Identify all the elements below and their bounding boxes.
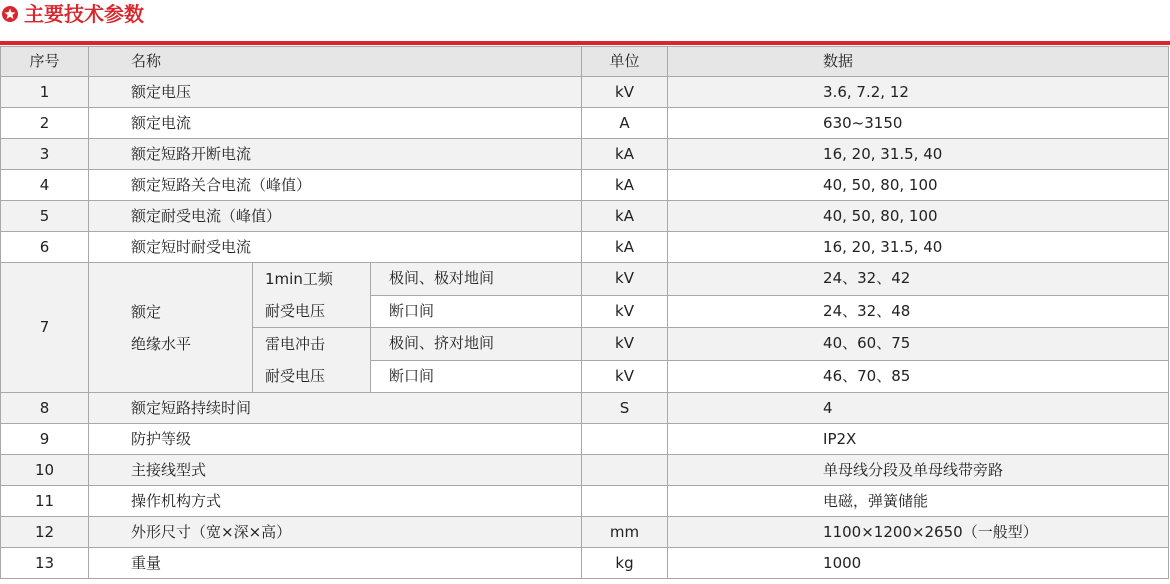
table-row xyxy=(1,232,1169,263)
table-row xyxy=(1,548,1169,579)
header-name: 名称 xyxy=(89,47,582,77)
row-name: 操作机构方式 xyxy=(89,486,582,517)
row-value: 40、60、75 xyxy=(668,328,1169,361)
insulation-group-label xyxy=(253,263,371,328)
insulation-item-name: 断口间 xyxy=(371,360,582,393)
insulation-name xyxy=(89,263,253,393)
section-header xyxy=(0,0,1170,40)
row-name: 额定短路关合电流（峰值） xyxy=(89,170,582,201)
row-value: 46、70、85 xyxy=(668,360,1169,393)
row-value: 1100×1200×2650（一般型） xyxy=(668,517,1169,548)
row-value: 电磁，弹簧储能 xyxy=(668,486,1169,517)
row-unit: S xyxy=(582,393,668,424)
row-unit: kV xyxy=(582,77,668,108)
row-value: 24、32、42 xyxy=(668,263,1169,296)
row-unit xyxy=(582,424,668,455)
row-no: 1 xyxy=(1,77,89,108)
row-value: 630~3150 xyxy=(668,108,1169,139)
insulation-item-name: 断口间 xyxy=(371,295,582,328)
header-no: 序号 xyxy=(1,47,89,77)
insulation-item-name: 极间、挤对地间 xyxy=(371,328,582,361)
row-unit: kg xyxy=(582,548,668,579)
row-unit: kA xyxy=(582,201,668,232)
row-name: 额定短时耐受电流 xyxy=(89,232,582,263)
insulation-item-name: 极间、极对地间 xyxy=(371,263,582,296)
table-row xyxy=(1,77,1169,108)
row-name: 外形尺寸（宽×深×高） xyxy=(89,517,582,548)
row-name: 额定短路持续时间 xyxy=(89,393,582,424)
header-value: 数据 xyxy=(668,47,1169,77)
row-no: 9 xyxy=(1,424,89,455)
insulation-name-line2: 绝缘水平 xyxy=(131,334,192,353)
table-row xyxy=(1,201,1169,232)
row-no: 10 xyxy=(1,455,89,486)
table-row xyxy=(1,455,1169,486)
insulation-name-line1: 额定 xyxy=(131,302,162,321)
star-icon xyxy=(2,6,18,22)
row-value: 1000 xyxy=(668,548,1169,579)
table-header-row xyxy=(1,47,1169,77)
row-name: 重量 xyxy=(89,548,582,579)
table-row xyxy=(1,139,1169,170)
row-name: 额定电压 xyxy=(89,77,582,108)
row-value: 3.6, 7.2, 12 xyxy=(668,77,1169,108)
table-row xyxy=(1,424,1169,455)
row-name: 防护等级 xyxy=(89,424,582,455)
row-value: IP2X xyxy=(668,424,1169,455)
header-unit: 单位 xyxy=(582,47,668,77)
row-value: 40, 50, 80, 100 xyxy=(668,170,1169,201)
row-name: 额定耐受电流（峰值） xyxy=(89,201,582,232)
row-unit: A xyxy=(582,108,668,139)
row-no: 7 xyxy=(1,263,89,393)
table-row xyxy=(1,517,1169,548)
insulation-group-label xyxy=(253,328,371,393)
table-row xyxy=(1,393,1169,424)
row-no: 2 xyxy=(1,108,89,139)
row-value: 16, 20, 31.5, 40 xyxy=(668,139,1169,170)
row-unit: kV xyxy=(582,328,668,361)
row-no: 3 xyxy=(1,139,89,170)
row-no: 8 xyxy=(1,393,89,424)
row-name: 主接线型式 xyxy=(89,455,582,486)
row-no: 11 xyxy=(1,486,89,517)
group-label-line1: 1min工频 xyxy=(265,270,333,288)
row-no: 12 xyxy=(1,517,89,548)
row-value: 40, 50, 80, 100 xyxy=(668,201,1169,232)
row-no: 13 xyxy=(1,548,89,579)
group-label-line2: 耐受电压 xyxy=(265,367,326,385)
table-row-insulation xyxy=(1,263,1169,296)
table-row xyxy=(1,486,1169,517)
spec-table xyxy=(0,46,1169,579)
row-unit: kA xyxy=(582,232,668,263)
page-title: 主要技术参数 xyxy=(24,2,144,26)
row-no: 6 xyxy=(1,232,89,263)
table-row xyxy=(1,108,1169,139)
table-row xyxy=(1,170,1169,201)
title-divider xyxy=(0,41,1170,45)
row-no: 5 xyxy=(1,201,89,232)
row-unit: kV xyxy=(582,360,668,393)
row-unit: kV xyxy=(582,295,668,328)
row-value: 24、32、48 xyxy=(668,295,1169,328)
row-no: 4 xyxy=(1,170,89,201)
row-value: 16, 20, 31.5, 40 xyxy=(668,232,1169,263)
row-unit: kA xyxy=(582,170,668,201)
row-unit xyxy=(582,486,668,517)
group-label-line2: 耐受电压 xyxy=(265,302,326,320)
row-value: 单母线分段及单母线带旁路 xyxy=(668,455,1169,486)
row-unit xyxy=(582,455,668,486)
row-name: 额定电流 xyxy=(89,108,582,139)
row-unit: mm xyxy=(582,517,668,548)
row-name: 额定短路开断电流 xyxy=(89,139,582,170)
row-value: 4 xyxy=(668,393,1169,424)
group-label-line1: 雷电冲击 xyxy=(265,335,326,353)
row-unit: kA xyxy=(582,139,668,170)
row-unit: kV xyxy=(582,263,668,296)
